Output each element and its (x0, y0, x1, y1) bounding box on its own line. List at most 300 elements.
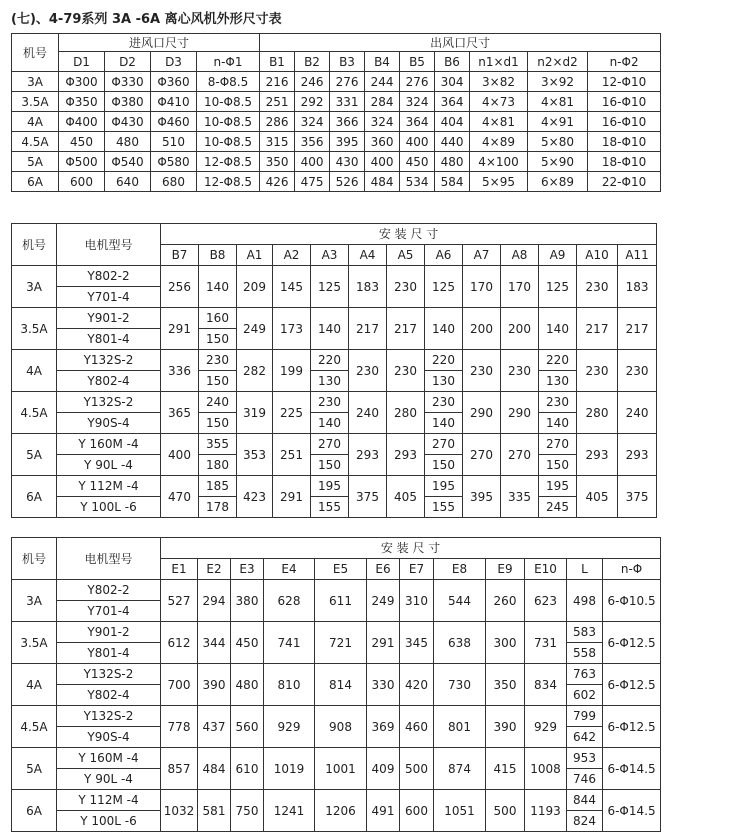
value-cell: 1193 (525, 790, 567, 832)
value-cell: 929 (525, 706, 567, 748)
value-cell: 390 (198, 664, 231, 706)
value-cell: 240 (349, 392, 387, 434)
column-header: B6 (435, 52, 470, 72)
value-cell: 874 (434, 748, 486, 790)
column-header: n2×d2 (528, 52, 588, 72)
value-cell: 290 (463, 392, 501, 434)
value-cell: 230 (425, 392, 463, 413)
motor-header: 电机型号 (57, 538, 161, 580)
value-cell: 344 (198, 622, 231, 664)
machine-cell: 3A (12, 580, 57, 622)
machine-header: 机号 (12, 224, 57, 266)
value-cell: 1032 (161, 790, 198, 832)
installation-dimension-table-a (11, 223, 657, 518)
value-cell: 249 (367, 580, 400, 622)
value-cell: 10-Φ8.5 (197, 92, 260, 112)
motor-cell: Y132S-2 (57, 392, 161, 413)
value-cell: 375 (349, 476, 387, 518)
column-header: n-Φ (603, 559, 661, 580)
value-cell: 145 (273, 266, 311, 308)
column-header: E1 (161, 559, 198, 580)
table-row (12, 664, 661, 685)
inlet-group-header: 进风口尺寸 (59, 34, 260, 52)
value-cell: 12-Φ10 (588, 72, 661, 92)
value-cell: Φ580 (151, 152, 197, 172)
value-cell: 3×82 (470, 72, 528, 92)
value-cell: 130 (539, 371, 577, 392)
column-header: A6 (425, 245, 463, 266)
motor-cell: Y802-4 (57, 685, 161, 706)
value-cell: 170 (501, 266, 539, 308)
column-header: A4 (349, 245, 387, 266)
value-cell: 335 (501, 476, 539, 518)
value-cell: 356 (295, 132, 330, 152)
value-cell: 544 (434, 580, 486, 622)
motor-cell: Y 112M -4 (57, 476, 161, 497)
machine-cell: 5A (12, 434, 57, 476)
column-header: E9 (486, 559, 525, 580)
value-cell: 844 (567, 790, 603, 811)
value-cell: Φ350 (59, 92, 105, 112)
value-cell: 10-Φ8.5 (197, 112, 260, 132)
value-cell: 140 (539, 308, 577, 350)
value-cell: 230 (387, 266, 425, 308)
value-cell: 140 (425, 308, 463, 350)
value-cell: 249 (237, 308, 273, 350)
value-cell: 336 (161, 350, 199, 392)
value-cell: 400 (365, 152, 400, 172)
value-cell: 140 (311, 308, 349, 350)
value-cell: 491 (367, 790, 400, 832)
value-cell: 611 (315, 580, 367, 622)
value-cell: 246 (295, 72, 330, 92)
value-cell: 5×95 (470, 172, 528, 192)
table-row (12, 92, 661, 112)
value-cell: 160 (199, 308, 237, 329)
value-cell: 640 (105, 172, 151, 192)
value-cell: Φ380 (105, 92, 151, 112)
motor-cell: Y132S-2 (57, 350, 161, 371)
value-cell: 293 (387, 434, 425, 476)
table-row (12, 132, 661, 152)
value-cell: 294 (198, 580, 231, 622)
motor-cell: Y901-2 (57, 308, 161, 329)
table-row (12, 112, 661, 132)
value-cell: 220 (311, 350, 349, 371)
motor-cell: Y 90L -4 (57, 769, 161, 790)
table-row (12, 371, 657, 392)
value-cell: 527 (161, 580, 198, 622)
motor-cell: Y701-4 (57, 601, 161, 622)
value-cell: 814 (315, 664, 367, 706)
value-cell: 280 (387, 392, 425, 434)
machine-header: 机号 (12, 34, 59, 72)
value-cell: 600 (59, 172, 105, 192)
table-row (12, 392, 657, 413)
value-cell: 230 (539, 392, 577, 413)
value-cell: 12-Φ8.5 (197, 172, 260, 192)
table-row (12, 790, 661, 811)
value-cell: 270 (425, 434, 463, 455)
table-row (12, 622, 661, 643)
value-cell: 484 (365, 172, 400, 192)
column-header: E5 (315, 559, 367, 580)
motor-cell: Y802-2 (57, 580, 161, 601)
value-cell: 291 (367, 622, 400, 664)
value-cell: 405 (387, 476, 425, 518)
outlet-inlet-dimension-table (11, 33, 661, 192)
value-cell: 500 (486, 790, 525, 832)
machine-cell: 6A (12, 172, 59, 192)
motor-cell: Y901-2 (57, 622, 161, 643)
machine-cell: 3.5A (12, 622, 57, 664)
value-cell: 240 (199, 392, 237, 413)
value-cell: 6×89 (528, 172, 588, 192)
value-cell: 799 (567, 706, 603, 727)
value-cell: 395 (463, 476, 501, 518)
value-cell: 450 (59, 132, 105, 152)
value-cell: 324 (400, 92, 435, 112)
value-cell: 4×73 (470, 92, 528, 112)
value-cell: 183 (349, 266, 387, 308)
value-cell: 315 (260, 132, 295, 152)
value-cell: 16-Φ10 (588, 92, 661, 112)
value-cell: 331 (330, 92, 365, 112)
value-cell: 10-Φ8.5 (197, 132, 260, 152)
value-cell: 230 (501, 350, 539, 392)
column-header: B5 (400, 52, 435, 72)
value-cell: 1019 (264, 748, 315, 790)
column-header: A5 (387, 245, 425, 266)
motor-cell: Y 160M -4 (57, 434, 161, 455)
motor-cell: Y802-2 (57, 266, 161, 287)
value-cell: 4×81 (470, 112, 528, 132)
value-cell: 369 (367, 706, 400, 748)
machine-cell: 5A (12, 748, 57, 790)
column-header: E8 (434, 559, 486, 580)
value-cell: 404 (435, 112, 470, 132)
value-cell: 638 (434, 622, 486, 664)
value-cell: 450 (231, 622, 264, 664)
value-cell: 310 (400, 580, 434, 622)
value-cell: Φ460 (151, 112, 197, 132)
page-title: (七)、4-79系列 3A -6A 离心风机外形尺寸表 (11, 12, 282, 27)
value-cell: 1001 (315, 748, 367, 790)
motor-header: 电机型号 (57, 224, 161, 266)
value-cell: 230 (463, 350, 501, 392)
value-cell: 642 (567, 727, 603, 748)
column-header: E10 (525, 559, 567, 580)
value-cell: 280 (577, 392, 618, 434)
value-cell: 240 (618, 392, 657, 434)
table-row (12, 350, 657, 371)
value-cell: 400 (295, 152, 330, 172)
value-cell: 200 (501, 308, 539, 350)
value-cell: 721 (315, 622, 367, 664)
value-cell: 750 (231, 790, 264, 832)
installation-group-header: 安 装 尺 寸 (161, 538, 661, 559)
value-cell: 364 (435, 92, 470, 112)
value-cell: 270 (311, 434, 349, 455)
value-cell: 628 (264, 580, 315, 622)
machine-cell: 3.5A (12, 92, 59, 112)
value-cell: 140 (311, 413, 349, 434)
column-header: B3 (330, 52, 365, 72)
value-cell: 480 (105, 132, 151, 152)
machine-header: 机号 (12, 538, 57, 580)
value-cell: 230 (311, 392, 349, 413)
motor-cell: Y801-4 (57, 329, 161, 350)
value-cell: 4×81 (528, 92, 588, 112)
value-cell: 778 (161, 706, 198, 748)
machine-cell: 4A (12, 664, 57, 706)
value-cell: 5×80 (528, 132, 588, 152)
value-cell: 18-Φ10 (588, 152, 661, 172)
value-cell: 824 (567, 811, 603, 832)
value-cell: 4×100 (470, 152, 528, 172)
motor-cell: Y132S-2 (57, 706, 161, 727)
installation-dimension-table-e (11, 537, 661, 832)
value-cell: 150 (199, 413, 237, 434)
table-row (12, 72, 661, 92)
value-cell: 405 (577, 476, 618, 518)
value-cell: 173 (273, 308, 311, 350)
value-cell: 178 (199, 497, 237, 518)
value-cell: 700 (161, 664, 198, 706)
column-header: A8 (501, 245, 539, 266)
column-header: L (567, 559, 603, 580)
table-row (12, 413, 657, 434)
value-cell: 680 (151, 172, 197, 192)
value-cell: 251 (260, 92, 295, 112)
value-cell: 140 (425, 413, 463, 434)
column-header: A9 (539, 245, 577, 266)
motor-cell: Y 100L -6 (57, 811, 161, 832)
value-cell: 270 (501, 434, 539, 476)
value-cell: 400 (161, 434, 199, 476)
column-header: A3 (311, 245, 349, 266)
value-cell: 282 (237, 350, 273, 392)
value-cell: 225 (273, 392, 311, 434)
column-header: A1 (237, 245, 273, 266)
value-cell: 185 (199, 476, 237, 497)
value-cell: 195 (539, 476, 577, 497)
value-cell: 319 (237, 392, 273, 434)
value-cell: Φ400 (59, 112, 105, 132)
value-cell: 763 (567, 664, 603, 685)
value-cell: 741 (264, 622, 315, 664)
machine-cell: 6A (12, 790, 57, 832)
value-cell: 510 (151, 132, 197, 152)
value-cell: 345 (400, 622, 434, 664)
value-cell: 730 (434, 664, 486, 706)
value-cell: 353 (237, 434, 273, 476)
table-row (12, 580, 661, 601)
value-cell: 584 (435, 172, 470, 192)
column-header: A2 (273, 245, 311, 266)
value-cell: 581 (198, 790, 231, 832)
table-row (12, 455, 657, 476)
value-cell: 5×90 (528, 152, 588, 172)
value-cell: 200 (463, 308, 501, 350)
motor-cell: Y802-4 (57, 371, 161, 392)
value-cell: 260 (486, 580, 525, 622)
value-cell: 423 (237, 476, 273, 518)
value-cell: 276 (400, 72, 435, 92)
value-cell: 390 (486, 706, 525, 748)
value-cell: 130 (311, 371, 349, 392)
value-cell: 350 (486, 664, 525, 706)
value-cell: 6-Φ14.5 (603, 748, 661, 790)
value-cell: 230 (618, 350, 657, 392)
value-cell: 16-Φ10 (588, 112, 661, 132)
value-cell: 293 (618, 434, 657, 476)
machine-cell: 5A (12, 152, 59, 172)
value-cell: 230 (577, 266, 618, 308)
column-header: D3 (151, 52, 197, 72)
machine-cell: 4A (12, 112, 59, 132)
value-cell: 1206 (315, 790, 367, 832)
value-cell: 470 (161, 476, 199, 518)
value-cell: 500 (400, 748, 434, 790)
value-cell: 216 (260, 72, 295, 92)
value-cell: 3×92 (528, 72, 588, 92)
motor-cell: Y701-4 (57, 287, 161, 308)
value-cell: Φ500 (59, 152, 105, 172)
value-cell: 908 (315, 706, 367, 748)
value-cell: 534 (400, 172, 435, 192)
value-cell: 365 (161, 392, 199, 434)
value-cell: 290 (501, 392, 539, 434)
value-cell: 209 (237, 266, 273, 308)
machine-cell: 4.5A (12, 392, 57, 434)
value-cell: 1008 (525, 748, 567, 790)
value-cell: 612 (161, 622, 198, 664)
value-cell: 450 (400, 152, 435, 172)
value-cell: 602 (567, 685, 603, 706)
value-cell: 430 (330, 152, 365, 172)
value-cell: 437 (198, 706, 231, 748)
value-cell: 857 (161, 748, 198, 790)
value-cell: 6-Φ10.5 (603, 580, 661, 622)
value-cell: 426 (260, 172, 295, 192)
value-cell: 810 (264, 664, 315, 706)
value-cell: 217 (577, 308, 618, 350)
value-cell: 220 (425, 350, 463, 371)
column-header: E2 (198, 559, 231, 580)
value-cell: 220 (539, 350, 577, 371)
value-cell: Φ330 (105, 72, 151, 92)
value-cell: 140 (199, 266, 237, 308)
column-header: B4 (365, 52, 400, 72)
table-row (12, 308, 657, 329)
value-cell: 256 (161, 266, 199, 308)
value-cell: 150 (311, 455, 349, 476)
value-cell: 150 (539, 455, 577, 476)
column-header: B8 (199, 245, 237, 266)
column-header: D1 (59, 52, 105, 72)
value-cell: 475 (295, 172, 330, 192)
value-cell: 292 (295, 92, 330, 112)
value-cell: 195 (311, 476, 349, 497)
value-cell: 324 (365, 112, 400, 132)
value-cell: 195 (425, 476, 463, 497)
value-cell: 4×91 (528, 112, 588, 132)
column-header: B2 (295, 52, 330, 72)
machine-cell: 3.5A (12, 308, 57, 350)
value-cell: 929 (264, 706, 315, 748)
table-row (12, 152, 661, 172)
installation-group-header: 安 装 尺 寸 (161, 224, 657, 245)
value-cell: 583 (567, 622, 603, 643)
value-cell: 130 (425, 371, 463, 392)
motor-cell: Y 90L -4 (57, 455, 161, 476)
value-cell: 125 (539, 266, 577, 308)
column-header: E4 (264, 559, 315, 580)
motor-cell: Y 160M -4 (57, 748, 161, 769)
value-cell: 217 (349, 308, 387, 350)
table-row (12, 172, 661, 192)
value-cell: 18-Φ10 (588, 132, 661, 152)
value-cell: 155 (425, 497, 463, 518)
value-cell: 230 (387, 350, 425, 392)
value-cell: 560 (231, 706, 264, 748)
machine-cell: 6A (12, 476, 57, 518)
value-cell: 801 (434, 706, 486, 748)
column-header: A11 (618, 245, 657, 266)
value-cell: 610 (231, 748, 264, 790)
value-cell: 409 (367, 748, 400, 790)
value-cell: 286 (260, 112, 295, 132)
value-cell: 251 (273, 434, 311, 476)
value-cell: 4×89 (470, 132, 528, 152)
machine-cell: 4A (12, 350, 57, 392)
value-cell: 8-Φ8.5 (197, 72, 260, 92)
column-header: n1×d1 (470, 52, 528, 72)
value-cell: 12-Φ8.5 (197, 152, 260, 172)
value-cell: 300 (486, 622, 525, 664)
column-header: n-Φ2 (588, 52, 661, 72)
motor-cell: Y 100L -6 (57, 497, 161, 518)
table-row (12, 748, 661, 769)
table-row (12, 476, 657, 497)
column-header: B1 (260, 52, 295, 72)
value-cell: 395 (330, 132, 365, 152)
value-cell: 199 (273, 350, 311, 392)
value-cell: 480 (231, 664, 264, 706)
table-row (12, 266, 657, 287)
value-cell: 953 (567, 748, 603, 769)
column-header: E3 (231, 559, 264, 580)
value-cell: Φ410 (151, 92, 197, 112)
value-cell: 183 (618, 266, 657, 308)
value-cell: 270 (539, 434, 577, 455)
value-cell: 291 (273, 476, 311, 518)
value-cell: 217 (387, 308, 425, 350)
value-cell: 360 (365, 132, 400, 152)
value-cell: 731 (525, 622, 567, 664)
column-header: E6 (367, 559, 400, 580)
value-cell: 230 (349, 350, 387, 392)
value-cell: 420 (400, 664, 434, 706)
motor-cell: Y801-4 (57, 643, 161, 664)
value-cell: 150 (199, 371, 237, 392)
value-cell: 364 (400, 112, 435, 132)
value-cell: 1051 (434, 790, 486, 832)
column-header: A10 (577, 245, 618, 266)
value-cell: 558 (567, 643, 603, 664)
value-cell: 460 (400, 706, 434, 748)
